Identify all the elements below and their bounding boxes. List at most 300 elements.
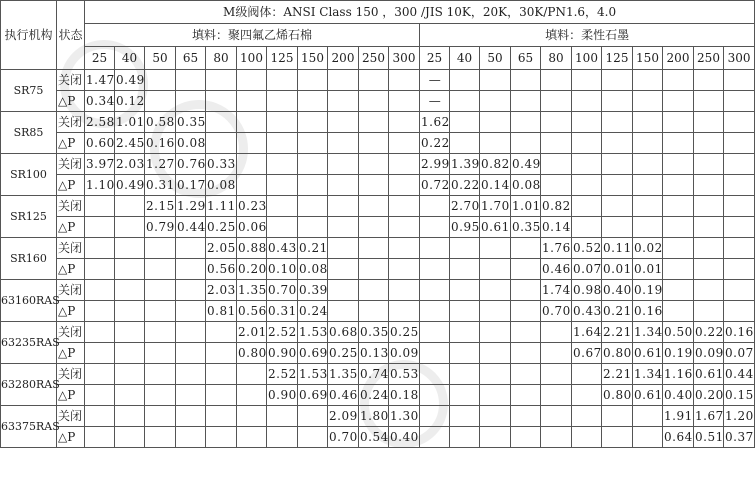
graphite-value-cell: 1.67 (694, 406, 724, 427)
ptfe-value-cell: 0.60 (85, 133, 115, 154)
graphite-value-cell: 0.16 (724, 322, 755, 343)
graphite-value-cell (511, 385, 541, 406)
ptfe-value-cell: 0.90 (267, 343, 298, 364)
ptfe-value-cell (389, 91, 420, 112)
ptfe-value-cell: 0.21 (298, 238, 328, 259)
ptfe-value-cell (85, 427, 115, 448)
ptfe-value-cell: 2.01 (237, 322, 267, 343)
size-header-ptfe: 200 (328, 47, 359, 70)
graphite-value-cell: 0.52 (572, 238, 602, 259)
graphite-value-cell (724, 70, 755, 91)
size-header-graphite: 40 (450, 47, 480, 70)
graphite-value-cell (724, 91, 755, 112)
graphite-value-cell: 1.20 (724, 406, 755, 427)
ptfe-value-cell (237, 133, 267, 154)
ptfe-value-cell (115, 280, 145, 301)
ptfe-value-cell (389, 112, 420, 133)
ptfe-value-cell (145, 427, 176, 448)
state-label: △P (57, 217, 85, 238)
graphite-value-cell: 0.72 (420, 175, 450, 196)
ptfe-value-cell (115, 385, 145, 406)
size-header-ptfe: 250 (359, 47, 389, 70)
graphite-value-cell: 0.82 (480, 154, 511, 175)
ptfe-value-cell: 0.46 (328, 385, 359, 406)
ptfe-value-cell (389, 196, 420, 217)
ptfe-value-cell: 0.74 (359, 364, 389, 385)
size-header-graphite: 100 (572, 47, 602, 70)
graphite-value-cell (572, 364, 602, 385)
ptfe-value-cell (85, 322, 115, 343)
ptfe-value-cell: 0.56 (237, 301, 267, 322)
ptfe-value-cell (85, 301, 115, 322)
graphite-value-cell (480, 406, 511, 427)
ptfe-value-cell (115, 406, 145, 427)
graphite-value-cell (541, 343, 572, 364)
ptfe-value-cell (176, 343, 206, 364)
ptfe-value-cell: 0.69 (298, 385, 328, 406)
ptfe-value-cell (85, 217, 115, 238)
graphite-value-cell (663, 70, 694, 91)
ptfe-value-cell (206, 112, 237, 133)
ptfe-value-cell: 0.08 (298, 259, 328, 280)
graphite-value-cell: 0.67 (572, 343, 602, 364)
graphite-value-cell: 0.44 (724, 364, 755, 385)
size-header-ptfe: 300 (389, 47, 420, 70)
ptfe-value-cell (145, 259, 176, 280)
ptfe-value-cell (145, 238, 176, 259)
graphite-value-cell (420, 196, 450, 217)
size-header-graphite: 80 (541, 47, 572, 70)
ptfe-value-cell (176, 70, 206, 91)
graphite-value-cell (602, 406, 633, 427)
graphite-value-cell: 0.61 (480, 217, 511, 238)
table-row-dp-row (1, 175, 755, 196)
ptfe-value-cell (145, 343, 176, 364)
graphite-value-cell (724, 175, 755, 196)
graphite-value-cell (541, 385, 572, 406)
ptfe-value-cell: 0.79 (145, 217, 176, 238)
ptfe-value-cell (389, 70, 420, 91)
actuator-model: SR85 (1, 112, 57, 154)
graphite-value-cell (511, 133, 541, 154)
ptfe-value-cell: 0.54 (359, 427, 389, 448)
ptfe-value-cell: 1.35 (237, 280, 267, 301)
graphite-value-cell (694, 196, 724, 217)
ptfe-value-cell (85, 385, 115, 406)
packing-graphite-header: 填料：柔性石墨 (420, 24, 755, 47)
graphite-value-cell (724, 112, 755, 133)
ptfe-value-cell (85, 343, 115, 364)
ptfe-value-cell (85, 196, 115, 217)
table-row-dp-row (1, 259, 755, 280)
graphite-value-cell (450, 301, 480, 322)
graphite-value-cell: 0.37 (724, 427, 755, 448)
ptfe-value-cell (389, 280, 420, 301)
graphite-value-cell (450, 427, 480, 448)
graphite-value-cell (541, 427, 572, 448)
graphite-value-cell (541, 406, 572, 427)
graphite-value-cell: 0.07 (572, 259, 602, 280)
table-row-dp-row (1, 91, 755, 112)
table-row-dp-row (1, 301, 755, 322)
size-header-graphite: 65 (511, 47, 541, 70)
ptfe-value-cell (298, 196, 328, 217)
graphite-value-cell (694, 91, 724, 112)
ptfe-value-cell: 0.24 (298, 301, 328, 322)
actuator-model: 63160RAS (1, 280, 57, 322)
graphite-value-cell (724, 301, 755, 322)
ptfe-value-cell: 2.03 (115, 154, 145, 175)
ptfe-value-cell (389, 154, 420, 175)
graphite-value-cell (694, 112, 724, 133)
graphite-value-cell: 1.62 (420, 112, 450, 133)
graphite-value-cell: 2.99 (420, 154, 450, 175)
graphite-value-cell: 0.61 (633, 343, 663, 364)
ptfe-value-cell (267, 154, 298, 175)
graphite-value-cell (663, 217, 694, 238)
ptfe-value-cell (267, 70, 298, 91)
header-row-packing (1, 24, 755, 47)
graphite-value-cell: 0.80 (602, 343, 633, 364)
size-header-graphite: 125 (602, 47, 633, 70)
ptfe-value-cell (389, 217, 420, 238)
ptfe-value-cell (176, 427, 206, 448)
ptfe-value-cell (328, 91, 359, 112)
ptfe-value-cell (115, 427, 145, 448)
ptfe-value-cell (298, 427, 328, 448)
graphite-value-cell (663, 238, 694, 259)
ptfe-value-cell (359, 217, 389, 238)
graphite-value-cell: 0.14 (541, 217, 572, 238)
ptfe-value-cell (298, 154, 328, 175)
ptfe-value-cell: 1.30 (389, 406, 420, 427)
table-row-close-row (1, 154, 755, 175)
ptfe-value-cell (206, 406, 237, 427)
ptfe-value-cell: 0.76 (176, 154, 206, 175)
state-label: 关闭 (57, 112, 85, 133)
graphite-value-cell (420, 259, 450, 280)
ptfe-value-cell: 0.20 (237, 259, 267, 280)
graphite-value-cell (633, 70, 663, 91)
table-row-dp-row (1, 133, 755, 154)
actuator-model: 63235RAS (1, 322, 57, 364)
state-label: 关闭 (57, 406, 85, 427)
ptfe-value-cell (267, 175, 298, 196)
graphite-value-cell: 1.74 (541, 280, 572, 301)
ptfe-value-cell (359, 259, 389, 280)
ptfe-value-cell: 0.33 (206, 154, 237, 175)
graphite-value-cell (450, 238, 480, 259)
graphite-value-cell (450, 280, 480, 301)
graphite-value-cell (420, 364, 450, 385)
graphite-value-cell (663, 175, 694, 196)
table-row-close-row (1, 280, 755, 301)
ptfe-value-cell (115, 259, 145, 280)
table-row-close-row (1, 238, 755, 259)
ptfe-value-cell (328, 196, 359, 217)
ptfe-value-cell (145, 322, 176, 343)
ptfe-value-cell: 2.09 (328, 406, 359, 427)
graphite-value-cell (420, 280, 450, 301)
ptfe-value-cell (298, 112, 328, 133)
graphite-value-cell (480, 238, 511, 259)
size-header-graphite: 250 (694, 47, 724, 70)
ptfe-value-cell (359, 91, 389, 112)
ptfe-value-cell (115, 343, 145, 364)
ptfe-value-cell (206, 91, 237, 112)
ptfe-value-cell (145, 364, 176, 385)
graphite-value-cell (480, 112, 511, 133)
graphite-value-cell: 0.08 (511, 175, 541, 196)
ptfe-value-cell: 0.06 (237, 217, 267, 238)
size-header-ptfe: 150 (298, 47, 328, 70)
graphite-value-cell (602, 427, 633, 448)
graphite-value-cell (450, 406, 480, 427)
graphite-value-cell (511, 427, 541, 448)
graphite-value-cell (572, 112, 602, 133)
ptfe-value-cell: 2.58 (85, 112, 115, 133)
ptfe-value-cell (115, 301, 145, 322)
state-label: 关闭 (57, 322, 85, 343)
graphite-value-cell (480, 259, 511, 280)
ptfe-value-cell: 0.16 (145, 133, 176, 154)
ptfe-value-cell (328, 238, 359, 259)
ptfe-value-cell: 0.34 (85, 91, 115, 112)
actuator-header: 执行机构 (1, 1, 57, 70)
graphite-value-cell (420, 343, 450, 364)
ptfe-value-cell (328, 175, 359, 196)
size-header-graphite: 50 (480, 47, 511, 70)
actuator-model: SR75 (1, 70, 57, 112)
graphite-value-cell: 0.22 (420, 133, 450, 154)
size-header-graphite: 300 (724, 47, 755, 70)
ptfe-value-cell: 0.31 (145, 175, 176, 196)
size-header-ptfe: 65 (176, 47, 206, 70)
ptfe-value-cell (145, 91, 176, 112)
ptfe-value-cell (176, 364, 206, 385)
ptfe-value-cell: 2.52 (267, 322, 298, 343)
graphite-value-cell (663, 280, 694, 301)
state-label: 关闭 (57, 280, 85, 301)
ptfe-value-cell (115, 238, 145, 259)
graphite-value-cell (694, 238, 724, 259)
graphite-value-cell: 1.34 (633, 322, 663, 343)
ptfe-value-cell (328, 259, 359, 280)
ptfe-value-cell: 1.53 (298, 322, 328, 343)
state-label: △P (57, 91, 85, 112)
ptfe-value-cell: 1.27 (145, 154, 176, 175)
graphite-value-cell (724, 238, 755, 259)
graphite-value-cell: 0.35 (511, 217, 541, 238)
graphite-value-cell (602, 175, 633, 196)
ptfe-value-cell: 0.44 (176, 217, 206, 238)
graphite-value-cell (633, 427, 663, 448)
ptfe-value-cell: 0.18 (389, 385, 420, 406)
graphite-value-cell (450, 343, 480, 364)
ptfe-value-cell (206, 364, 237, 385)
ptfe-value-cell (359, 70, 389, 91)
graphite-value-cell (724, 196, 755, 217)
ptfe-value-cell (389, 133, 420, 154)
ptfe-value-cell (389, 175, 420, 196)
graphite-value-cell (480, 301, 511, 322)
graphite-value-cell (511, 259, 541, 280)
graphite-value-cell: 0.21 (602, 301, 633, 322)
state-label: 关闭 (57, 364, 85, 385)
graphite-value-cell (480, 385, 511, 406)
state-label: △P (57, 301, 85, 322)
size-header-ptfe: 100 (237, 47, 267, 70)
graphite-value-cell (694, 280, 724, 301)
ptfe-value-cell: 0.56 (206, 259, 237, 280)
graphite-value-cell (511, 112, 541, 133)
graphite-value-cell (663, 196, 694, 217)
state-label: 关闭 (57, 196, 85, 217)
ptfe-value-cell (267, 427, 298, 448)
graphite-value-cell: 0.01 (602, 259, 633, 280)
actuator-model: 63375RAS (1, 406, 57, 448)
ptfe-value-cell: 1.80 (359, 406, 389, 427)
ptfe-value-cell (176, 238, 206, 259)
ptfe-value-cell (359, 154, 389, 175)
ptfe-value-cell: 1.47 (85, 70, 115, 91)
table-row-dp-row (1, 427, 755, 448)
ptfe-value-cell (389, 238, 420, 259)
packing-ptfe-header: 填料：聚四氟乙烯石棉 (85, 24, 420, 47)
graphite-value-cell (572, 196, 602, 217)
graphite-value-cell (602, 112, 633, 133)
graphite-value-cell (572, 91, 602, 112)
graphite-value-cell: 0.19 (663, 343, 694, 364)
graphite-value-cell (511, 280, 541, 301)
state-label: △P (57, 133, 85, 154)
ptfe-value-cell (206, 133, 237, 154)
graphite-value-cell (480, 91, 511, 112)
ptfe-value-cell: 0.80 (237, 343, 267, 364)
size-header-graphite: 150 (633, 47, 663, 70)
table-row-close-row (1, 364, 755, 385)
ptfe-value-cell: 1.53 (298, 364, 328, 385)
graphite-value-cell (572, 154, 602, 175)
graphite-value-cell (694, 301, 724, 322)
graphite-value-cell (450, 259, 480, 280)
graphite-value-cell (572, 427, 602, 448)
ptfe-value-cell (176, 385, 206, 406)
ptfe-value-cell (176, 301, 206, 322)
ptfe-value-cell (145, 70, 176, 91)
graphite-value-cell (663, 133, 694, 154)
graphite-value-cell: 2.21 (602, 364, 633, 385)
graphite-value-cell (633, 196, 663, 217)
ptfe-value-cell: 0.70 (328, 427, 359, 448)
ptfe-value-cell (85, 280, 115, 301)
ptfe-value-cell (176, 259, 206, 280)
ptfe-value-cell (176, 406, 206, 427)
state-label: 关闭 (57, 238, 85, 259)
graphite-value-cell: 0.70 (541, 301, 572, 322)
ptfe-value-cell (115, 196, 145, 217)
graphite-value-cell: 1.70 (480, 196, 511, 217)
graphite-value-cell (602, 91, 633, 112)
ptfe-value-cell: 0.31 (267, 301, 298, 322)
ptfe-value-cell: 0.24 (359, 385, 389, 406)
graphite-value-cell (724, 154, 755, 175)
size-header-ptfe: 125 (267, 47, 298, 70)
ptfe-value-cell (145, 406, 176, 427)
ptfe-value-cell: 2.52 (267, 364, 298, 385)
graphite-value-cell (420, 385, 450, 406)
ptfe-value-cell (206, 427, 237, 448)
graphite-value-cell (724, 259, 755, 280)
ptfe-value-cell (206, 385, 237, 406)
ptfe-value-cell: 0.90 (267, 385, 298, 406)
graphite-value-cell (450, 385, 480, 406)
table-row-close-row (1, 196, 755, 217)
graphite-value-cell (572, 406, 602, 427)
graphite-value-cell: 0.02 (633, 238, 663, 259)
graphite-value-cell (450, 364, 480, 385)
ptfe-value-cell (389, 259, 420, 280)
graphite-value-cell: 0.07 (724, 343, 755, 364)
graphite-value-cell (541, 322, 572, 343)
ptfe-value-cell: 0.68 (328, 322, 359, 343)
graphite-value-cell: 2.21 (602, 322, 633, 343)
ptfe-value-cell: 2.05 (206, 238, 237, 259)
ptfe-value-cell: 0.49 (115, 70, 145, 91)
size-header-ptfe: 50 (145, 47, 176, 70)
graphite-value-cell (694, 154, 724, 175)
ptfe-value-cell (206, 70, 237, 91)
ptfe-value-cell (85, 364, 115, 385)
ptfe-value-cell (237, 70, 267, 91)
graphite-value-cell (541, 154, 572, 175)
actuator-model: SR160 (1, 238, 57, 280)
graphite-value-cell (724, 217, 755, 238)
ptfe-value-cell (145, 301, 176, 322)
state-label: △P (57, 385, 85, 406)
ptfe-value-cell: 2.03 (206, 280, 237, 301)
ptfe-value-cell: 0.35 (359, 322, 389, 343)
ptfe-value-cell: 0.25 (206, 217, 237, 238)
ptfe-value-cell (359, 196, 389, 217)
ptfe-value-cell: 0.08 (176, 133, 206, 154)
graphite-value-cell: 0.22 (450, 175, 480, 196)
graphite-value-cell: — (420, 70, 450, 91)
graphite-value-cell: 0.95 (450, 217, 480, 238)
ptfe-value-cell: 0.70 (267, 280, 298, 301)
ptfe-value-cell (359, 175, 389, 196)
ptfe-value-cell (206, 343, 237, 364)
actuator-model: 63280RAS (1, 364, 57, 406)
graphite-value-cell (511, 301, 541, 322)
graphite-value-cell: 1.39 (450, 154, 480, 175)
ptfe-value-cell (237, 154, 267, 175)
graphite-value-cell (602, 196, 633, 217)
ptfe-value-cell: 0.25 (328, 343, 359, 364)
graphite-value-cell (602, 154, 633, 175)
graphite-value-cell (450, 112, 480, 133)
ptfe-value-cell (237, 427, 267, 448)
graphite-value-cell: 0.19 (633, 280, 663, 301)
graphite-value-cell (450, 322, 480, 343)
graphite-value-cell: 0.64 (663, 427, 694, 448)
graphite-value-cell (511, 322, 541, 343)
ptfe-value-cell (176, 280, 206, 301)
graphite-value-cell: 0.80 (602, 385, 633, 406)
graphite-value-cell (541, 364, 572, 385)
graphite-value-cell (663, 259, 694, 280)
actuator-model: SR100 (1, 154, 57, 196)
